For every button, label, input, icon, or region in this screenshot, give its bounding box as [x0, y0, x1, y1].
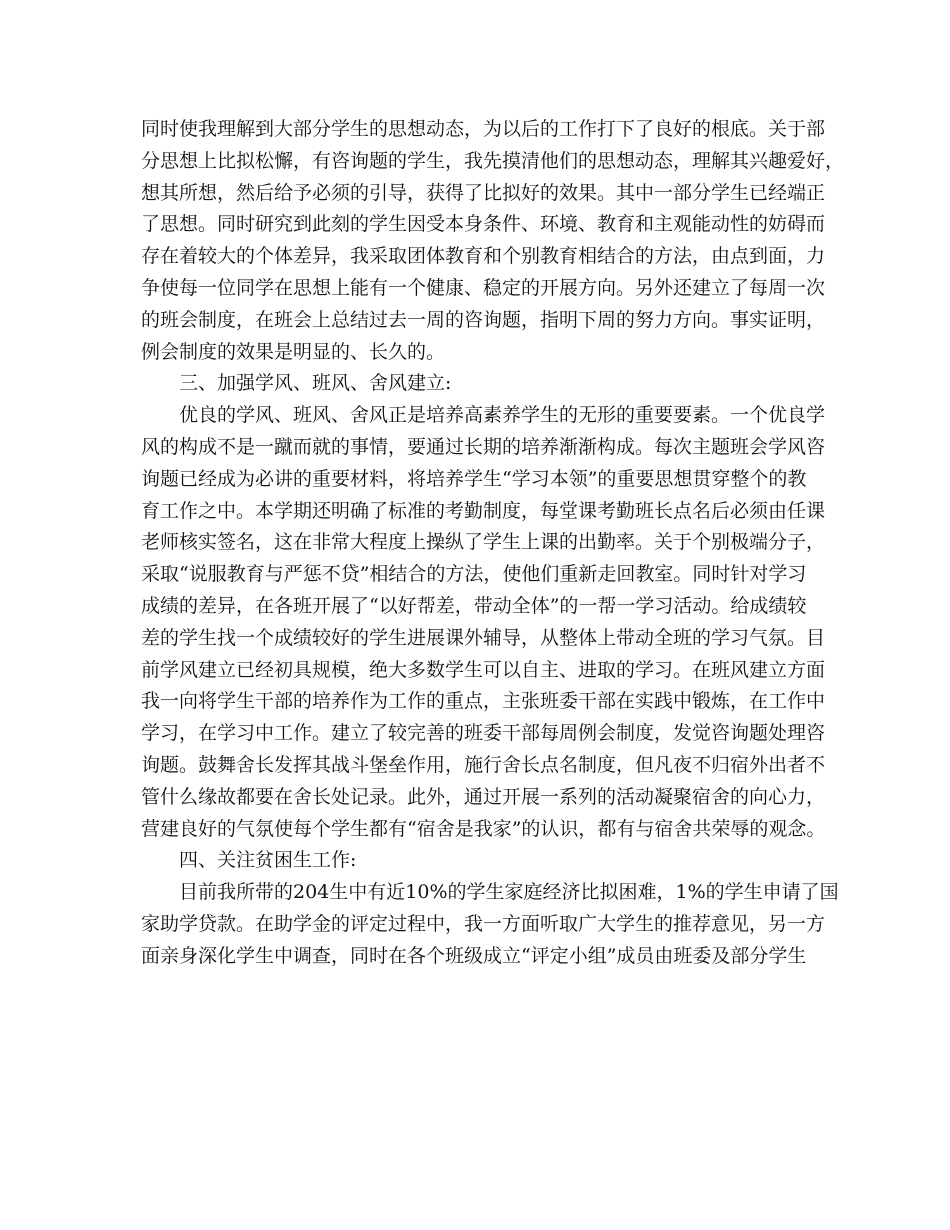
text-line: 同时使我理解到大部分学生的思想动态，为以后的工作打下了良好的根底。关于部: [141, 118, 826, 140]
text-line: 目前我所带的204生中有近10%的学生家庭经济比拟困难，1%的学生申请了国: [179, 881, 839, 904]
text-line: 差的学生找一个成绩较好的学生进展课外辅导，从整体上带动全班的学习气氛。目: [141, 626, 826, 649]
text-line: 营建良好的气氛使每个学生都有“宿舍是我家”的认识，都有与宿舍共荣辱的观念。: [141, 817, 826, 840]
text-line: 老师核实签名，这在非常大程度上操纵了学生上课的出勤率。关于个别极端分子，: [141, 531, 826, 554]
text-line: 家助学贷款。在助学金的评定过程中，我一方面听取广大学生的推荐意见，另一方: [141, 912, 826, 935]
text-line: 优良的学风、班风、舍风正是培养高素养学生的无形的重要要素。一个优良学: [179, 404, 826, 427]
text-line: 存在着较大的个体差异，我采取团体教育和个别教育相结合的方法，由点到面，力: [141, 245, 826, 268]
text-line: 风的构成不是一蹴而就的事情，要通过长期的培养渐渐构成。每次主题班会学风咨: [141, 435, 826, 458]
text-line: 育工作之中。本学期还明确了标准的考勤制度，每堂课考勤班长点名后必须由任课: [141, 499, 826, 522]
text-line: 三、加强学风、班风、舍风建立:: [179, 372, 452, 395]
text-line: 争使每一位同学在思想上能有一个健康、稳定的开展方向。另外还建立了每周一次: [141, 276, 826, 299]
text-line: 面亲身深化学生中调查，同时在各个班级成立“评定小组”成员由班委及部分学生: [141, 944, 807, 967]
text-line: 的班会制度，在班会上总结过去一周的咨询题，指明下周的努力方向。事实证明，: [141, 308, 826, 331]
text-line: 我一向将学生干部的培养作为工作的重点，主张班委干部在实践中锻炼，在工作中: [141, 690, 826, 713]
text-line: 了思想。同时研究到此刻的学生因受本身条件、环境、教育和主观能动性的妨碍而: [141, 213, 826, 236]
text-line: 想其所想，然后给予必须的引导，获得了比拟好的效果。其中一部分学生已经端正: [141, 181, 826, 204]
document-body: [141, 114, 845, 973]
text-line: 前学风建立已经初具规模，绝大多数学生可以自主、进取的学习。在班风建立方面: [141, 658, 826, 681]
text-line: 四、关注贫困生工作:: [179, 849, 357, 872]
text-line: 管什么缘故都要在舍长处记录。此外，通过开展一系列的活动凝聚宿舍的向心力，: [141, 785, 826, 808]
text-line: 询题已经成为必讲的重要材料，将培养学生“学习本领”的重要思想贯穿整个的教: [141, 467, 807, 490]
text-line: 分思想上比拟松懈，有咨询题的学生，我先摸清他们的思想动态，理解其兴趣爱好，: [141, 149, 845, 172]
text-line: 采取“说服教育与严惩不贷”相结合的方法，使他们重新走回教室。同时针对学习: [141, 563, 807, 586]
text-line: 例会制度的效果是明显的、长久的。: [141, 340, 446, 363]
text-line: 成绩的差异，在各班开展了“以好帮差，带动全体”的一帮一学习活动。给成绩较: [141, 594, 807, 617]
text-line: 学习，在学习中工作。建立了较完善的班委干部每周例会制度，发觉咨询题处理咨: [141, 722, 826, 745]
text-line: 询题。鼓舞舍长发挥其战斗堡垒作用，施行舍长点名制度，但凡夜不归宿外出者不: [141, 753, 826, 776]
